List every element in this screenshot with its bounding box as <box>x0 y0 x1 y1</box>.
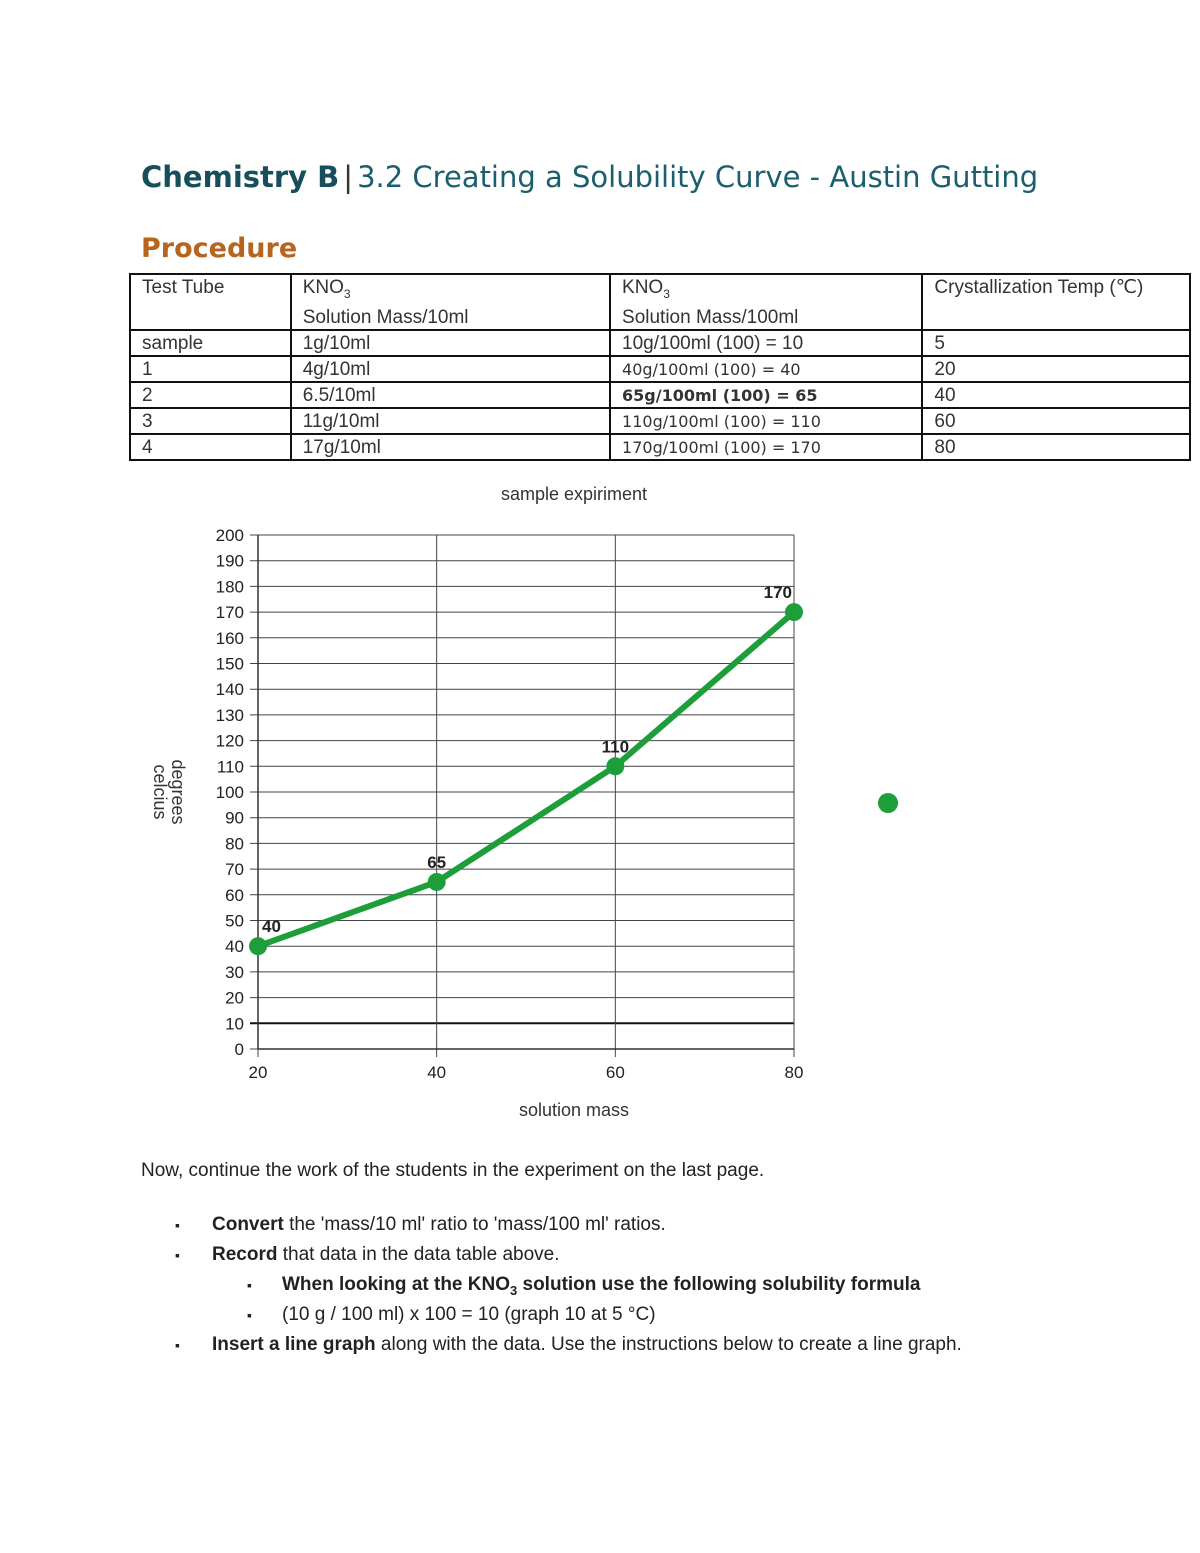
bold-keyword: Insert a line graph <box>212 1334 376 1355</box>
y-tick-label: 190 <box>215 551 244 571</box>
y-axis-label-line2: celcius <box>150 764 170 820</box>
table-row <box>130 382 1190 408</box>
y-tick-label: 140 <box>215 680 244 700</box>
cell-mass-10ml: 6.5/10ml <box>291 382 610 408</box>
y-tick-label: 130 <box>215 705 244 725</box>
line-chart <box>140 478 840 1128</box>
y-tick-label: 170 <box>215 603 244 623</box>
cell-test-tube: 2 <box>130 382 291 408</box>
data-label: 40 <box>262 917 281 937</box>
data-point <box>249 937 267 955</box>
bold-keyword: Convert <box>212 1214 284 1235</box>
table-row <box>130 330 1190 356</box>
cell-mass-10ml: 4g/10ml <box>291 356 610 382</box>
intro-text: Now, continue the work of the students in the experiment on the last page. <box>141 1160 765 1181</box>
data-label: 65 <box>427 852 447 872</box>
cell-test-tube: 1 <box>130 356 291 382</box>
y-tick-label: 50 <box>225 911 244 931</box>
header-mass-10ml <box>291 274 610 330</box>
cell-test-tube: 3 <box>130 408 291 434</box>
header-label: Test Tube <box>142 277 225 298</box>
list-text: along with the data. Use the instructions below to create a line graph. <box>375 1334 962 1355</box>
y-tick-label: 80 <box>225 834 244 854</box>
y-tick-label: 20 <box>225 988 244 1008</box>
y-tick-label: 110 <box>216 757 244 777</box>
y-axis-label-line1: degrees <box>168 759 188 825</box>
y-tick-label: 160 <box>215 628 244 648</box>
data-table <box>129 273 1191 461</box>
cell-temp: 20 <box>922 356 1190 382</box>
header-label: Crystallization Temp (℃) <box>934 277 1144 298</box>
cell-mass-10ml: 1g/10ml <box>291 330 610 356</box>
chart-title: sample expiriment <box>500 484 648 504</box>
cell-mass-10ml: 17g/10ml <box>291 434 610 460</box>
bold-keyword-2: solution use the following solubility formula <box>517 1274 921 1295</box>
stray-green-dot <box>878 793 898 813</box>
bullet-icon: ▪ <box>175 1337 180 1353</box>
page-title <box>141 160 1038 194</box>
x-tick-label: 40 <box>427 1063 447 1082</box>
header-label-line2: Solution Mass/10ml <box>302 306 469 328</box>
y-tick-label: 90 <box>225 808 244 828</box>
header-label: KNO <box>622 277 664 298</box>
cell-temp: 40 <box>922 382 1190 408</box>
y-tick-label: 180 <box>215 577 244 597</box>
list-text: that data in the data table above. <box>277 1244 560 1265</box>
x-tick-label: 60 <box>605 1063 625 1082</box>
cell-test-tube: sample <box>130 330 291 356</box>
bullet-icon: ▪ <box>175 1247 180 1263</box>
cell-temp: 80 <box>922 434 1190 460</box>
bold-keyword: Record <box>212 1244 278 1265</box>
data-point <box>785 603 803 621</box>
section-title: Procedure <box>141 233 298 264</box>
x-axis-label: solution mass <box>518 1100 630 1120</box>
y-tick-label: 120 <box>215 731 244 751</box>
cell-temp: 5 <box>922 330 1190 356</box>
data-point <box>428 873 446 891</box>
y-tick-label: 100 <box>215 783 244 802</box>
y-tick-label: 60 <box>225 885 244 905</box>
cell-mass-10ml: 11g/10ml <box>291 408 610 434</box>
table-row <box>130 356 1190 382</box>
y-tick-label: 200 <box>215 526 244 545</box>
series-line <box>258 612 794 946</box>
table-header-row <box>130 274 1190 330</box>
header-label: KNO <box>302 277 344 298</box>
title-separator: | <box>343 160 354 194</box>
cell-mass-100ml: 10g/100ml (100) = 10 <box>610 330 922 356</box>
bullet-icon: ▪ <box>247 1277 252 1293</box>
cell-temp: 60 <box>922 408 1190 434</box>
y-tick-label: 70 <box>225 860 244 880</box>
table-row <box>130 408 1190 434</box>
y-tick-label: 10 <box>225 1014 244 1034</box>
list-text: (10 g / 100 ml) x 100 = 10 (graph 10 at 5 °C) <box>282 1304 656 1325</box>
cell-mass-100ml: 40g/100ml (100) = 40 <box>610 356 922 382</box>
cell-mass-100ml: 110g/100ml (100) = 110 <box>610 408 922 434</box>
data-point <box>606 757 624 775</box>
bold-keyword: When looking at the KNO <box>282 1274 510 1295</box>
cell-mass-100ml: 65g/100ml (100) = 65 <box>610 382 922 408</box>
assignment-name: 3.2 Creating a Solubility Curve - Austin Gutting <box>357 160 1039 194</box>
list-text: the 'mass/10 ml' ratio to 'mass/100 ml' ratios. <box>283 1214 666 1235</box>
header-test-tube <box>130 274 291 330</box>
course-name: Chemistry B <box>141 160 340 194</box>
data-label: 110 <box>601 737 630 757</box>
cell-test-tube: 4 <box>130 434 291 460</box>
bullet-icon: ▪ <box>175 1217 180 1233</box>
data-label: 170 <box>763 583 792 603</box>
cell-mass-100ml: 170g/100ml (100) = 170 <box>610 434 922 460</box>
subscript: 3 <box>510 1282 518 1298</box>
bullet-icon: ▪ <box>247 1307 252 1323</box>
table-row <box>130 434 1190 460</box>
y-tick-label: 0 <box>234 1040 244 1059</box>
header-subscript: 3 <box>663 286 670 301</box>
y-tick-label: 150 <box>215 654 244 674</box>
x-tick-label: 80 <box>784 1063 804 1082</box>
header-mass-100ml <box>610 274 922 330</box>
x-tick-label: 20 <box>248 1063 268 1082</box>
header-label-line2: Solution Mass/100ml <box>622 306 799 328</box>
y-tick-label: 30 <box>225 962 244 982</box>
header-subscript: 3 <box>343 286 351 301</box>
y-tick-label: 40 <box>225 937 244 957</box>
header-crystallization-temp <box>922 274 1190 330</box>
